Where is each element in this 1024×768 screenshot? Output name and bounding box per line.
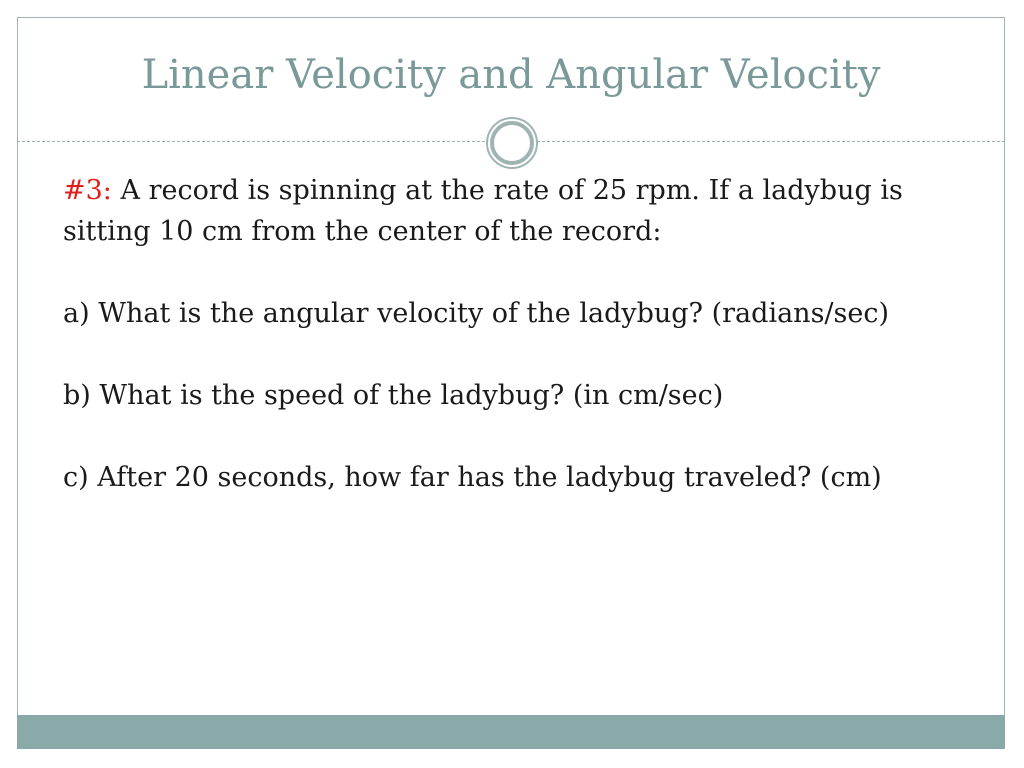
slide-title: Linear Velocity and Angular Velocity: [141, 52, 881, 98]
question-c: c) After 20 seconds, how far has the ladybug traveled? (cm): [63, 462, 882, 493]
spacer: [63, 334, 993, 375]
question-b: b) What is the speed of the ladybug? (in cm/sec): [63, 380, 724, 411]
slide-body: [63, 170, 993, 498]
problem-number: #3:: [63, 175, 112, 206]
question-a: a) What is the angular velocity of the ladybug? (radians/sec): [63, 298, 890, 329]
spacer: [63, 416, 993, 457]
spacer: [63, 252, 993, 293]
double-ring-icon: [485, 116, 539, 170]
bottom-accent-band: [17, 715, 1005, 749]
problem-intro-text: A record is spinning at the rate of 25 rpm. If a ladybug is sitting 10 cm from the center of the record:: [63, 175, 903, 247]
problem-statement: [63, 170, 993, 252]
